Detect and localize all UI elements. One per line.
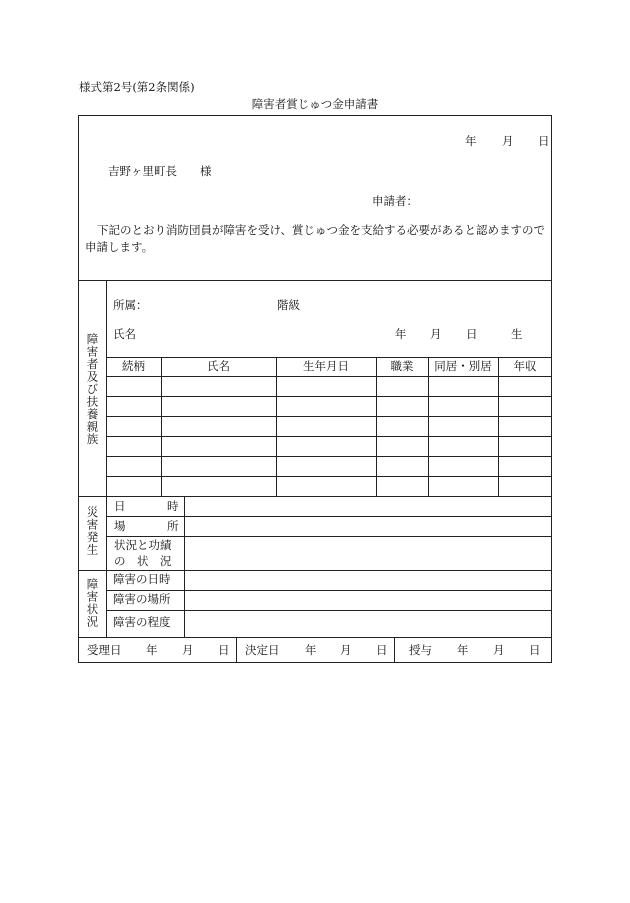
col-birthdate: 生年月日 xyxy=(303,359,349,373)
dependents-row-line xyxy=(106,436,552,437)
divider-injured xyxy=(78,496,552,497)
awarded-year: 年 xyxy=(457,643,469,657)
col-cohabitation: 同居・別居 xyxy=(434,359,492,373)
disaster-situation-line1: 状況と功績 xyxy=(114,538,172,552)
disaster-datetime-label-a: 日 xyxy=(114,499,126,513)
awarded-label: 授与 xyxy=(409,643,432,657)
request-body-line2: 申請します。 xyxy=(85,240,154,254)
col-name: 氏名 xyxy=(207,359,230,373)
divider-request xyxy=(78,280,552,281)
dependents-header-line xyxy=(106,376,552,377)
injury-label-line xyxy=(184,570,185,637)
section-label-injured: 障害者及び扶養親族 xyxy=(85,333,100,446)
disaster-row-line xyxy=(106,536,552,537)
divider-injury xyxy=(78,637,552,638)
decided-label: 決定日 xyxy=(245,643,280,657)
injury-datetime-label: 障害の日時 xyxy=(113,572,171,586)
received-month: 月 xyxy=(182,643,194,657)
name-label: 氏名 xyxy=(113,327,136,341)
affiliation-label: 所属： xyxy=(113,298,148,312)
dependents-col-line xyxy=(498,357,499,496)
label-column-line xyxy=(106,280,107,637)
col-occupation: 職業 xyxy=(390,359,414,373)
rank-label: 階級 xyxy=(277,298,300,312)
dependents-row-line xyxy=(106,416,552,417)
date-month: 月 xyxy=(502,134,514,148)
dependents-row-line xyxy=(106,476,552,477)
dependents-col-line xyxy=(376,357,377,496)
birth-month: 月 xyxy=(430,327,442,341)
dependents-table-top xyxy=(106,357,552,358)
injury-degree-label: 障害の程度 xyxy=(113,615,171,629)
awarded-day: 日 xyxy=(529,643,541,657)
received-label: 受理日 xyxy=(87,643,122,657)
decided-year: 年 xyxy=(305,643,317,657)
section-label-injury: 障害状況 xyxy=(85,578,100,628)
birth-suffix: 生 xyxy=(511,327,523,341)
injury-row-line xyxy=(106,610,552,611)
footer-col-line xyxy=(236,637,237,663)
disaster-label-line xyxy=(184,496,185,570)
dependents-col-line xyxy=(276,357,277,496)
date-year: 年 xyxy=(465,134,477,148)
request-body-line1: 下記のとおり消防団員が障害を受け、賞じゅつ金を支給する必要があると認めますので xyxy=(97,223,546,237)
applicant-label: 申請者： xyxy=(372,194,418,208)
document-title: 障害者賞じゅつ金申請書 xyxy=(251,97,379,111)
col-annual-income: 年収 xyxy=(513,359,537,373)
disaster-datetime-label-b: 時 xyxy=(167,499,179,513)
birth-year: 年 xyxy=(395,327,407,341)
decided-day: 日 xyxy=(376,643,388,657)
dependents-row-line xyxy=(106,396,552,397)
awarded-month: 月 xyxy=(493,643,505,657)
date-day: 日 xyxy=(538,134,550,148)
dependents-col-line xyxy=(161,357,162,496)
dependents-row-line xyxy=(106,456,552,457)
dependents-col-line xyxy=(428,357,429,496)
addressee: 吉野ヶ里町長 様 xyxy=(108,164,212,178)
section-label-disaster: 災害発生 xyxy=(85,506,100,556)
decided-month: 月 xyxy=(340,643,352,657)
divider-disaster xyxy=(78,570,552,571)
disaster-place-label-a: 場 xyxy=(114,519,126,533)
injury-place-label: 障害の場所 xyxy=(113,592,171,606)
footer-col-line xyxy=(394,637,395,663)
birth-day: 日 xyxy=(466,327,478,341)
injury-row-line xyxy=(106,590,552,591)
received-year: 年 xyxy=(146,643,158,657)
form-number: 様式第2号(第2条関係) xyxy=(79,80,195,94)
col-relationship: 続柄 xyxy=(122,359,145,373)
disaster-situation-line2: の 状 況 xyxy=(114,554,172,568)
disaster-row-line xyxy=(106,516,552,517)
disaster-place-label-b: 所 xyxy=(167,519,179,533)
received-day: 日 xyxy=(218,643,230,657)
